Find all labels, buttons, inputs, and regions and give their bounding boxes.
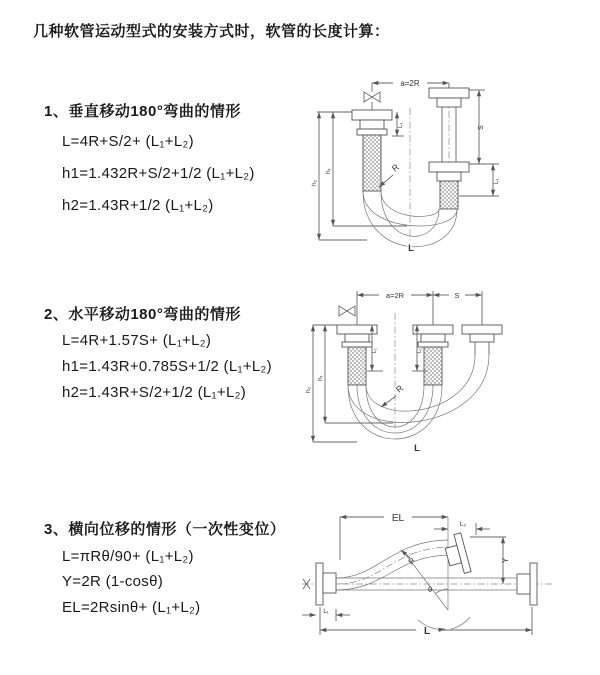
section-1-formula-h2: h2=1.43R+1/2 (L₁+L₂) [62,197,214,214]
radius-label: R [393,382,405,395]
dim-label-y: Y [501,557,510,563]
angle-label: θ [428,585,433,594]
dim-label-l2: L₂ [459,521,467,528]
middle-flange [413,325,453,385]
length-label: L [408,243,414,254]
section-3-formula-Y: Y=2R (1-cosθ) [62,573,164,590]
radius-label: R [389,161,401,174]
dim-label-h1: h₁ [317,375,324,381]
page-title: 几种软管运动型式的安装方式时，软管的长度计算： [33,23,390,40]
right-flange [462,325,502,355]
section-2-formula-L: L=4R+1.57S+ (L₁+L₂) [62,332,212,349]
right-flange-displaced [442,533,471,577]
left-flange [337,325,377,385]
valve-icon [364,83,380,110]
radius-callout [379,162,401,187]
dim-label-s: S [454,291,460,300]
diagram-vertical-180-bend [309,66,531,258]
hose-arcs [348,355,489,439]
left-flange [316,563,336,605]
braided-hose-section [363,135,381,191]
section-3-heading: 3、横向位移的情形（一次性变位） [44,521,286,538]
braided-hose-section [440,181,458,209]
section-2-formula-h2: h2=1.43R+S/2+1/2 (L₁+L₂) [62,384,247,401]
dim-label-a2r: a=2R [385,291,405,300]
braided-hose-section [348,347,366,385]
dim-l1 [302,609,350,621]
dim-label-s: S [478,125,485,130]
hose-displaced-curve [336,540,451,590]
dim-label-l1-a: L₁ [372,348,378,353]
dim-a2r [357,291,482,325]
dim-a2r [372,79,449,88]
dim-l [320,607,532,637]
dim-label-l1-b: L₁ [417,348,423,353]
dim-s [433,291,482,300]
dim-y [470,537,510,584]
dim-label-h1: h₁ [325,168,332,174]
diagram-horizontal-180-bend [305,281,545,456]
dim-label-l: L [423,626,431,637]
section-2-heading: 2、水平移动180°弯曲的情形 [44,306,241,323]
dim-label-l1: L₁ [323,609,329,615]
section-2-formula-h1: h1=1.43R+0.785S+1/2 (L₁+L₂) [62,358,272,375]
section-1-heading: 1、垂直移动180°弯曲的情形 [44,103,241,120]
dim-label-el: EL [391,513,405,524]
dim-label-h2: h₂ [311,179,318,186]
left-flange [352,110,392,191]
dim-label-a2r: a=2R [400,79,420,88]
length-label: L [414,443,420,454]
valve-icon [339,306,355,316]
right-flange-original [517,563,537,605]
dim-l1-left [392,112,404,136]
diagram-lateral-displacement [298,505,566,645]
dim-label-l1-right: L₁ [494,178,500,184]
section-3-formula-EL: EL=2Rsinθ+ (L₁+L₂) [62,599,201,616]
section-1-formula-h1: h1=1.432R+S/2+1/2 (L₁+L₂) [62,165,255,182]
dim-label-h2: h₂ [305,386,312,393]
radius-label: R [406,556,418,567]
dim-label-l1-left: L₁ [398,122,404,128]
dim-l2 [434,521,490,535]
dim-el [340,513,448,560]
dim-s [469,90,499,164]
section-1-formula-L: L=4R+S/2+ (L₁+L₂) [62,133,194,150]
section-3-formula-L: L=πRθ/90+ (L₁+L₂) [62,548,194,565]
braided-hose-section [424,347,442,385]
radius-callout [381,383,405,407]
